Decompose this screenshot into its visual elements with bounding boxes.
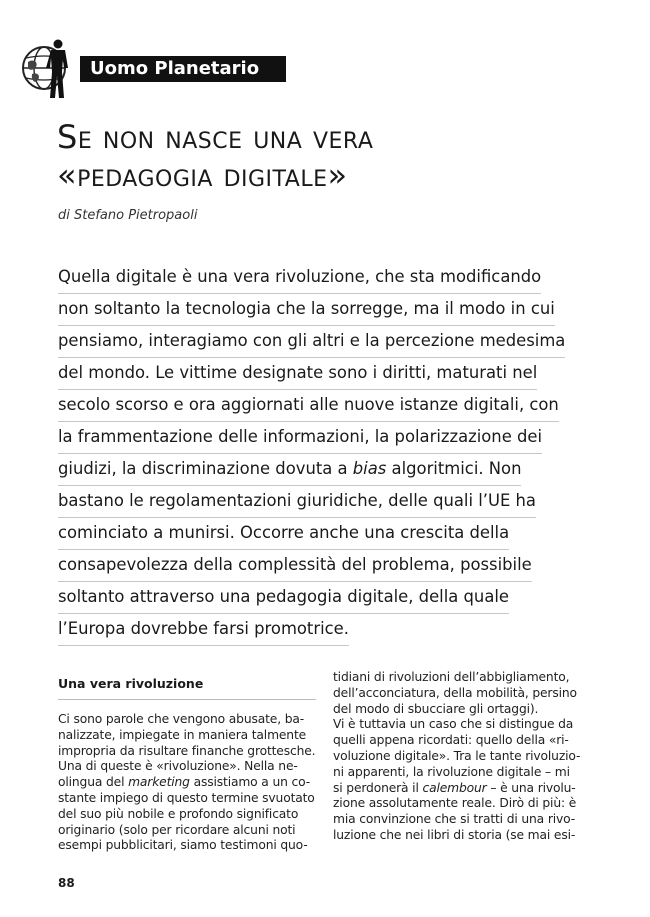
text-run: Vi è tuttavia un caso che si distingue da bbox=[333, 717, 574, 732]
text-run: la frammentazione delle informazioni, la polarizzazione dei bbox=[58, 427, 543, 446]
globe-man-logo-icon bbox=[20, 36, 76, 100]
text-run: Quella digitale è una vera rivoluzione, che sta modificando bbox=[58, 267, 542, 286]
text-run: tidiani di rivoluzioni dell’abbigliamento, bbox=[333, 670, 570, 684]
section-subheading: Una vera rivoluzione bbox=[58, 676, 316, 700]
body-line bbox=[58, 775, 316, 791]
byline: di Stefano Pietropaoli bbox=[58, 208, 198, 223]
body-line bbox=[58, 744, 316, 760]
body-line bbox=[333, 828, 595, 844]
text-run: originario (solo per ricordare alcuni noti bbox=[58, 822, 296, 837]
body-line bbox=[333, 765, 595, 781]
body-line bbox=[58, 712, 316, 728]
italic-term: calembour bbox=[422, 780, 487, 795]
text-run: giudizi, la discriminazione dovuta a bbox=[58, 459, 353, 478]
text-run: esempi pubblicitari, siamo testimoni quo- bbox=[58, 838, 308, 853]
text-run: soltanto attraverso una pedagogia digitale, della quale bbox=[58, 587, 510, 606]
abstract-line bbox=[58, 422, 542, 454]
text-run: l’Europa dovrebbe farsi promotrice. bbox=[58, 619, 349, 638]
body-line bbox=[58, 807, 316, 823]
abstract-line bbox=[58, 358, 537, 390]
text-run: mia convinzione che si tratti di una rivo- bbox=[333, 812, 576, 827]
text-run: quelli appena ricordati: quello della «ri- bbox=[333, 733, 569, 748]
text-run: del mondo. Le vittime designate sono i diritti, maturati nel bbox=[58, 363, 538, 382]
abstract-line bbox=[58, 262, 541, 294]
text-run: luzione che nei libri di storia (se mai esi- bbox=[333, 827, 576, 842]
body-column-left bbox=[58, 676, 316, 854]
body-line bbox=[333, 733, 595, 749]
text-run: Ci sono parole che vengono abusate, ba- bbox=[58, 712, 305, 726]
body-column-right bbox=[333, 670, 595, 844]
body-line bbox=[333, 812, 595, 828]
body-line bbox=[58, 838, 316, 854]
text-run: Una di queste è «rivoluzione». Nella ne- bbox=[58, 759, 298, 774]
text-run: impropria da risultare finanche grottesche. bbox=[58, 743, 316, 758]
abstract-line bbox=[58, 518, 509, 550]
text-run: – è una rivolu- bbox=[486, 780, 576, 795]
text-run: nalizzate, impiegate in maniera talmente bbox=[58, 727, 307, 742]
text-run: dell’acconciatura, della mobilità, persino bbox=[333, 685, 577, 700]
text-run: secolo scorso e ora aggiornati alle nuove istanze digitali, con bbox=[58, 395, 559, 414]
body-line bbox=[333, 749, 595, 765]
text-run: voluzione digitale». Tra le tante rivoluzio- bbox=[333, 748, 581, 763]
page-number: 88 bbox=[58, 876, 75, 890]
text-run: consapevolezza della complessità del problema, possibile bbox=[58, 555, 532, 574]
body-line bbox=[58, 823, 316, 839]
article-title-line: Se non nasce una vera bbox=[57, 118, 374, 156]
body-line bbox=[333, 717, 595, 733]
text-run: stante impiego di questo termine svuotato bbox=[58, 790, 315, 805]
italic-term: bias bbox=[352, 459, 387, 478]
text-run: zione assolutamente reale. Dirò di più: è bbox=[333, 796, 577, 811]
text-run: cominciato a munirsi. Occorre anche una crescita della bbox=[58, 523, 510, 542]
body-line bbox=[333, 796, 595, 812]
body-line bbox=[333, 670, 595, 686]
abstract-line bbox=[58, 486, 536, 518]
abstract bbox=[58, 262, 568, 646]
text-run: si perdonerà il bbox=[333, 780, 423, 795]
abstract-line bbox=[58, 614, 349, 646]
text-run: algoritmici. Non bbox=[386, 459, 522, 478]
abstract-line bbox=[58, 390, 559, 422]
text-run: olingua del bbox=[58, 775, 129, 790]
text-run: ni apparenti, la rivoluzione digitale – mi bbox=[333, 764, 570, 779]
section-banner: Uomo Planetario bbox=[80, 56, 286, 82]
italic-term: marketing bbox=[128, 775, 190, 790]
body-line bbox=[58, 759, 316, 775]
text-run: assistiamo a un co- bbox=[189, 775, 310, 790]
abstract-line bbox=[58, 582, 509, 614]
column-text bbox=[333, 670, 595, 844]
article-title-line: «pedagogia digitale» bbox=[57, 156, 348, 194]
text-run: del modo di sbucciare gli ortaggi). bbox=[333, 701, 539, 716]
abstract-line bbox=[58, 454, 521, 486]
text-run: non soltanto la tecnologia che la sorregge, ma il modo in cui bbox=[58, 299, 555, 318]
text-run: pensiamo, interagiamo con gli altri e la percezione medesima bbox=[58, 331, 566, 350]
body-line bbox=[333, 686, 595, 702]
column-text bbox=[58, 712, 316, 854]
abstract-line bbox=[58, 326, 565, 358]
article-title bbox=[57, 118, 617, 194]
body-line bbox=[333, 702, 595, 718]
abstract-line bbox=[58, 294, 555, 326]
text-run: del suo più nobile e profondo significato bbox=[58, 806, 299, 821]
text-run: bastano le regolamentazioni giuridiche, delle quali l’UE ha bbox=[58, 491, 536, 510]
body-line bbox=[58, 791, 316, 807]
abstract-line bbox=[58, 550, 532, 582]
body-line bbox=[333, 781, 595, 797]
body-line bbox=[58, 728, 316, 744]
